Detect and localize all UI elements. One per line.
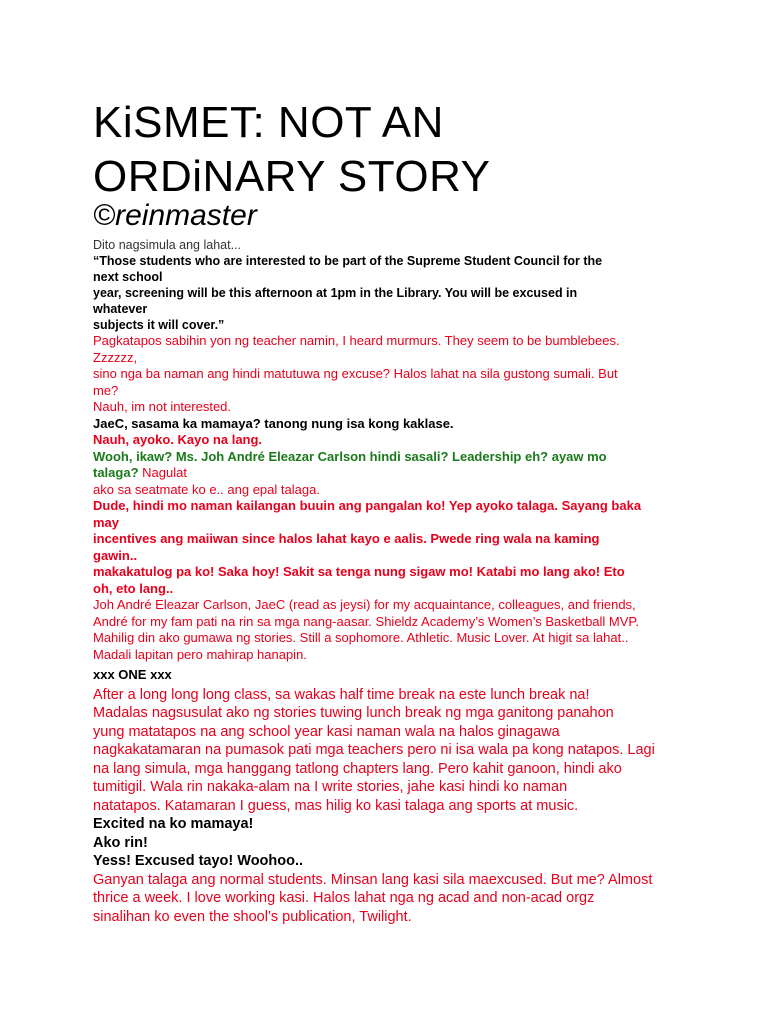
narration-line: Joh André Eleazar Carlson, JaeC (read as jeysi) for my acquaintance, colleagues, and friends, — [93, 597, 636, 612]
narration-line: Madali lapitan pero mahirap hanapin. — [93, 646, 307, 662]
dialogue-fragment: talaga? — [93, 465, 139, 480]
narration-line: Nauh, im not interested. — [93, 399, 232, 414]
dialogue-line: oh, eto lang.. — [93, 580, 174, 596]
story-title-line: ORDiNARY STORY — [93, 152, 491, 201]
narration-line: tumitigil. Wala rin nakaka-alam na I write stories, jahe kasi hindi ko naman — [93, 779, 568, 795]
narration-line: sinalihan ko even the shool’s publication, Twilight. — [93, 908, 412, 925]
dialogue-line — [93, 465, 693, 482]
dialogue-line: Dude, hindi mo naman kailangan buuin ang pangalan ko! Yep ayoko talaga. Sayang baka — [93, 498, 642, 513]
narration-line: me? — [93, 382, 119, 398]
narration-line: Mahilig din ako gumawa ng stories. Still a sophomore. Athletic. Music Lover. At higit sa lahat.. — [93, 630, 629, 645]
narration-line: thrice a week. I love working kasi. Halos lahat nga ng acad and non-acad orgz — [93, 890, 595, 906]
announcement-line: subjects it will cover.” — [93, 318, 225, 332]
dialogue-line: makakatulog pa ko! Saka hoy! Sakit sa tenga nung sigaw mo! Katabi mo lang ako! Eto — [93, 564, 625, 579]
narration-line: Madalas nagsusulat ako ng stories tuwing lunch break ng mga ganitong panahon — [93, 705, 614, 721]
narration-fragment: Nagulat — [138, 465, 187, 480]
narration-line: André for my fam pati na rin sa mga nang-aasar. Shieldz Academy’s Women’s Basketball MVP. — [93, 613, 640, 629]
narration-line: ako sa seatmate ko e.. ang epal talaga. — [93, 481, 320, 497]
author-credit: ©reinmaster — [93, 199, 257, 232]
narration-line: After a long long long class, sa wakas half time break na este lunch break na! — [93, 686, 590, 703]
story-title-line: KiSMET: NOT AN — [93, 98, 444, 147]
announcement-line: next school — [93, 270, 163, 284]
narration-line: na lang simula, mga hanggang tatlong chapters lang. Pero kahit ganoon, hindi ako — [93, 760, 622, 777]
dialogue-line: JaeC, sasama ka mamaya? tanong nung isa kong kaklase. — [93, 415, 454, 431]
dialogue-line: Yess! Excused tayo! Woohoo.. — [93, 853, 304, 869]
announcement-line: “Those students who are interested to be part of the Supreme Student Council for the — [93, 254, 603, 268]
narration-line: sino nga ba naman ang hindi matutuwa ng excuse? Halos lahat na sila gustong sumali. But — [93, 366, 618, 381]
dialogue-line: incentives ang maiiwan since halos lahat kayo e aalis. Pwede ring wala na kaming — [93, 531, 600, 546]
announcement-line: year, screening will be this afternoon at 1pm in the Library. You will be excused in — [93, 286, 578, 300]
narration-line: Ganyan talaga ang normal students. Minsan lang kasi sila maexcused. But me? Almost — [93, 871, 653, 888]
dialogue-line: may — [93, 514, 120, 530]
dialogue-line: Ako rin! — [93, 834, 148, 851]
dialogue-line: Wooh, ikaw? Ms. Joh André Eleazar Carlson hindi sasali? Leadership eh? ayaw mo — [93, 448, 607, 464]
dialogue-line: Nauh, ayoko. Kayo na lang. — [93, 432, 263, 447]
announcement-line: whatever — [93, 302, 148, 316]
story-body — [93, 237, 693, 926]
dialogue-line: Excited na ko mamaya! — [93, 816, 254, 832]
story-title — [93, 96, 490, 204]
chapter-heading: xxx ONE xxx — [93, 667, 172, 682]
narration-line: yung matatapos na ang school year kasi naman wala na halos ginagawa — [93, 723, 560, 740]
dialogue-line: gawin.. — [93, 547, 138, 563]
narration-line: natatapos. Katamaran I guess, mas hilig ko kasi talaga ang sports at music. — [93, 797, 579, 814]
narration-line: nagkakatamaran na pumasok pati mga teachers pero ni isa wala pa kong natapos. Lagi — [93, 742, 655, 758]
narration-line: Zzzzzz, — [93, 349, 138, 365]
narration-line: Pagkatapos sabihin yon ng teacher namin, I heard murmurs. They seem to be bumblebees. — [93, 333, 620, 348]
intro-line: Dito nagsimula ang lahat... — [93, 238, 242, 252]
